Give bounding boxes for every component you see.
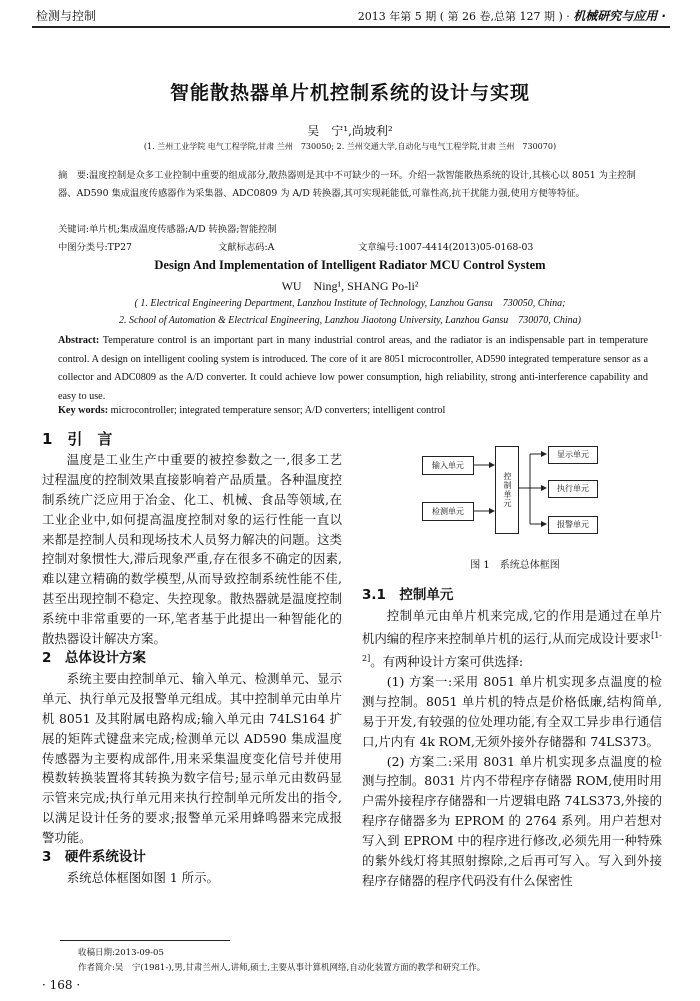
running-header-issue <box>358 7 666 24</box>
authors: 吴 宁¹,尚坡利² <box>307 124 393 138</box>
left-column <box>42 430 342 888</box>
control-unit-box: 控制单元 <box>495 446 519 534</box>
section-1-heading: 1 引 言 <box>42 430 113 448</box>
abstract-label: Abstract: <box>58 335 100 346</box>
classification-row <box>58 239 648 253</box>
keywords-label: Key words: <box>58 405 109 416</box>
execute-unit-box: 执行单元 <box>548 480 598 498</box>
right-column <box>362 586 662 891</box>
abstract-text: Temperature control is an important part in many industrial control areas, and the radiator is an indispensable part in temperature control. A design on intelligent cooling system is introduced. The core of it are 8051 microcontroller, AD590 integrated temperature sensor as a collector and ADC0809 as the A/D converter. It could achieve low power consumption, high reliability, strong anti-interference capability and easy to use. <box>58 335 648 402</box>
figure-caption: 图 1 系统总体框图 <box>470 560 560 571</box>
abstract-cn: 摘 要:温度控制是众多工业控制中重要的组成部分,散热器则是其中不可缺少的一环。介绍一款智能散热系统的设计,其核心以 8051 为主控制器、AD590 集成温度传感器作为采集器、ADC0809 为 A/D 转换器,其可实现耗能低,可靠性高,抗干扰能力强,使用方便等特征。 <box>58 170 636 199</box>
issue-info: 2013 年第 5 期 ( 第 26 卷,总第 127 期 ) · <box>357 10 570 23</box>
english-abstract <box>58 332 648 406</box>
section-3-1-heading: 3.1 控制单元 <box>362 587 454 603</box>
english-keywords <box>58 405 648 416</box>
section-1-paragraph: 温度是工业生产中重要的被控参数之一,很多工艺过程温度的控制效果直接影响着产品质量。各种温度控制系统广泛应用于冶金、化工、机械、食品等领域,在工业企业中,如何提高温度控制对象的运行性能一直以来都是控制人员和现场技术人员努力解决的问题。这类控制对象惯性大,滞后现象严重,存在很多不确定的因素,难以建立精确的数学模型,从而导致控制系统性能不佳,甚至出现控制不稳定、失控现象。散热器就是温度控制系统中非常重要的一环,笔者基于此提出一种智能化的散热器设计解决方案。 <box>42 451 342 647</box>
section-3-1-text-a: 控制单元由单片机来完成,它的作用是通过在单片机内编的程序来控制单片机的运行,从而完成设计要求 <box>362 607 662 646</box>
input-unit-box: 输入单元 <box>422 456 474 475</box>
document-code: 文献标志码:A <box>218 242 275 253</box>
detect-unit-box: 检测单元 <box>422 502 474 521</box>
running-header-section: 检测与控制 <box>36 9 97 23</box>
citation-ref: [1-2] <box>362 630 662 663</box>
system-block-diagram <box>370 440 670 550</box>
received-date: 收稿日期:2013-09-05 <box>78 948 164 958</box>
author-bio: 作者简介:吴 宁(1981-),男,甘肃兰州人,讲师,硕士,主要从事计算机网络,自动化装置方面的教学和研究工作。 <box>78 963 486 973</box>
clc-number: 中图分类号:TP27 <box>58 242 132 253</box>
paper-title: 智能散热器单片机控制系统的设计与实现 <box>169 82 530 104</box>
section-2-heading: 2 总体设计方案 <box>42 649 146 666</box>
footnote-rule <box>60 940 230 941</box>
english-affiliations <box>40 295 660 329</box>
english-authors: WU Ning¹, SHANG Po-li² <box>281 279 419 293</box>
section-3-1-paragraph-3: (2) 方案二:采用 8031 单片机实现多点温度的检测与控制。8031 片内不带程序存储器 ROM,使用时用户需外接程序存储器和一片逻辑电路 74LS373,外接的程序存储器多为 EPROM 的 2764 系列。用户若想对写入到 EPROM 中的程序进行修改,必须先用一种特殊的紫外线灯将其照射擦除,之后再可写入。写入到外接程序存储器的程序代码没有什么保密性 <box>362 753 662 888</box>
section-3-paragraph: 系统总体框图如图 1 所示。 <box>66 869 219 885</box>
journal-name: 机械研究与应用 · <box>573 9 666 23</box>
footnote <box>78 946 485 976</box>
section-3-1-text-b: 。有两种设计方案可供选择: <box>370 653 524 669</box>
article-number: 文章编号:1007-4414(2013)05-0168-03 <box>358 242 534 253</box>
alarm-unit-box: 报警单元 <box>548 516 598 534</box>
section-3-1-paragraph-2: (1) 方案一:采用 8051 单片机实现多点温度的检测与控制。8051 单片机的特点是价格低廉,结构简单,易于开发,有较强的位处理功能,有全双工异步串行通信口,片内有 4k ROM,无须外接外存储器和 74LS373。 <box>362 673 662 749</box>
keywords-text: microcontroller; integrated temperature sensor; A/D converters; intelligent control <box>108 405 446 416</box>
diagram-arrows <box>370 440 670 550</box>
section-3-1-paragraph-1 <box>362 606 662 672</box>
header-rule <box>32 26 670 28</box>
english-title: Design And Implementation of Intelligent Radiator MCU Control System <box>154 258 546 272</box>
keywords-cn: 关键词:单片机;集成温度传感器;A/D 转换器;智能控制 <box>58 224 277 235</box>
affiliations: (1. 兰州工业学院 电气工程学院,甘肃 兰州 730050; 2. 兰州交通大学,自动化与电气工程学院,甘肃 兰州 730070) <box>143 142 557 151</box>
page-number: · 168 · <box>42 978 81 992</box>
english-affiliation-1: ( 1. Electrical Engineering Department, Lanzhou Institute of Technology, Lanzhou Gansu 730050, China; <box>134 298 566 309</box>
section-3-heading: 3 硬件系统设计 <box>42 849 146 866</box>
english-affiliation-2: 2. School of Automation & Electrical Engineering, Lanzhou Jiaotong University, Lanzhou Gansu 730070, China) <box>118 315 582 326</box>
display-unit-box: 显示单元 <box>548 446 598 464</box>
section-2-paragraph: 系统主要由控制单元、输入单元、检测单元、显示单元、执行单元及报警单元组成。其中控制单元由单片机 8051 及其附属电路构成;输入单元由 74LS164 扩展的矩阵式键盘来完成;检测单元以 AD590 集成温度传感器为主要构成部件,用来采集温度变化信号并使用模数转换装置将其转换为数字信号;显示单元由数码显示管来完成;执行单元用来执行控制单元所发出的指令,以满足设计任务的要求;报警单元采用蜂鸣器来完成报警功能。 <box>42 670 342 846</box>
